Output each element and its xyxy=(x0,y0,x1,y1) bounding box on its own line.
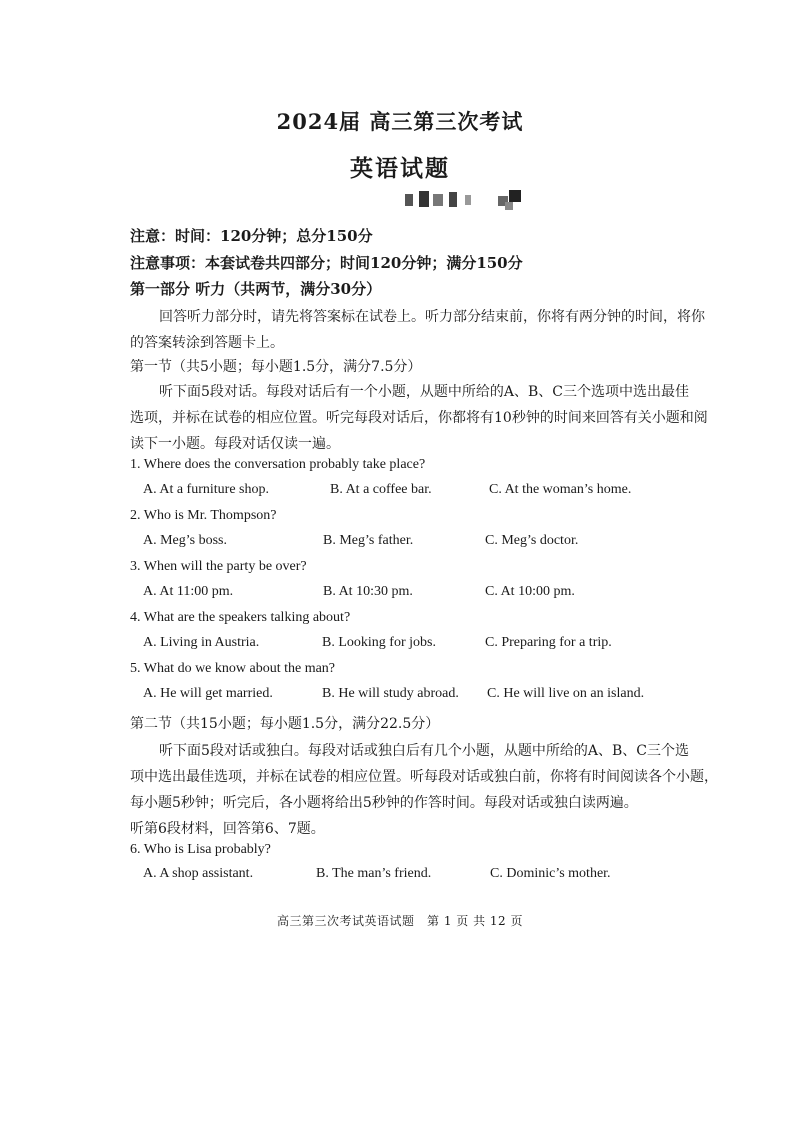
q3-option-c: C. At 10:00 pm. xyxy=(485,584,575,599)
q2-option-a: A. Meg’s boss. xyxy=(143,533,228,548)
part1-heading: 第一部分 听力（共两节，满分30分） xyxy=(130,280,382,298)
q4-option-c: C. Preparing for a trip. xyxy=(485,635,612,650)
section1-instr-3: 读下一小题。每段对话仅读一遍。 xyxy=(130,436,340,452)
q5-option-a: A. He will get married. xyxy=(143,686,273,701)
q5-option-c: C. He will live on an island. xyxy=(487,686,645,701)
q2-option-c: C. Meg’s doctor. xyxy=(485,533,579,548)
question-3: 3. When will the party be over? xyxy=(130,559,307,574)
section1-instr-2: 选项，并标在试卷的相应位置。听完每段对话后，你都将有10秒钟的时间来回答有关小题和阅 xyxy=(130,410,708,426)
q5-option-b: B. He will study abroad. xyxy=(322,686,459,701)
section2-heading: 第二节（共15小题；每小题1.5分，满分22.5分） xyxy=(130,716,440,732)
note-instructions: 注意事项：本套试卷共四部分；时间120分钟；满分150分 xyxy=(130,254,523,272)
section1-heading: 第一节（共5小题；每小题1.5分，满分7.5分） xyxy=(130,359,422,375)
q3-option-a: A. At 11:00 pm. xyxy=(143,584,234,599)
q4-option-b: B. Looking for jobs. xyxy=(322,635,436,650)
redacted-name-mosaic xyxy=(405,188,530,212)
q1-option-b: B. At a coffee bar. xyxy=(330,482,432,497)
intro-line-1: 回答听力部分时，请先将答案标在试卷上。听力部分结束前，你将有两分钟的时间，将你 xyxy=(159,309,705,325)
q1-option-c: C. At the woman’s home. xyxy=(489,482,632,497)
question-6: 6. Who is Lisa probably? xyxy=(130,842,271,857)
section2-instr-2: 项中选出最佳选项，并标在试卷的相应位置。听每段对话或独白前，你将有时间阅读各个小题， xyxy=(130,769,718,785)
question-5: 5. What do we know about the man? xyxy=(130,661,336,676)
page-footer: 高三第三次考试英语试题 第 1 页 共 12 页 xyxy=(277,914,523,928)
q6-option-a: A. A shop assistant. xyxy=(143,866,254,881)
intro-line-2: 的答案转涂到答题卡上。 xyxy=(130,335,284,351)
section2-instr-3: 每小题5秒钟；听完后，各小题将给出5秒钟的作答时间。每段对话或独白读两遍。 xyxy=(130,795,638,811)
question-4: 4. What are the speakers talking about? xyxy=(130,610,351,625)
section2-instr-4: 听第6段材料，回答第6、7题。 xyxy=(130,821,325,837)
section2-instr-1: 听下面5段对话或独白。每段对话或独白后有几个小题，从题中所给的A、B、C三个选 xyxy=(159,743,690,759)
exam-subject-title: 英语试题 xyxy=(350,155,450,182)
q2-option-b: B. Meg’s father. xyxy=(323,533,414,548)
section1-instr-1: 听下面5段对话。每段对话后有一个小题，从题中所给的A、B、C三个选项中选出最佳 xyxy=(159,384,690,400)
q6-option-c: C. Dominic’s mother. xyxy=(490,866,611,881)
q4-option-a: A. Living in Austria. xyxy=(143,635,260,650)
exam-title: 2024届 高三第三次考试 xyxy=(276,109,524,134)
question-1: 1. Where does the conversation probably take place? xyxy=(130,457,426,472)
q3-option-b: B. At 10:30 pm. xyxy=(323,584,413,599)
q6-option-b: B. The man’s friend. xyxy=(316,866,432,881)
q1-option-a: A. At a furniture shop. xyxy=(143,482,269,497)
note-time-score: 注意：时间：120分钟；总分150分 xyxy=(130,227,373,245)
question-2: 2. Who is Mr. Thompson? xyxy=(130,508,277,523)
